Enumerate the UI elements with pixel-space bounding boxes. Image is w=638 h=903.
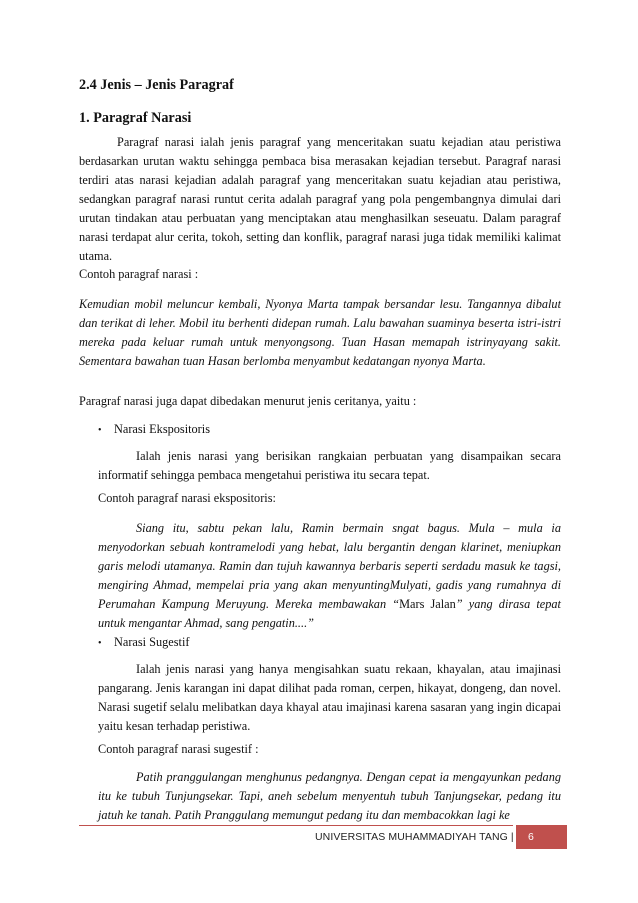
ekspositoris-example — [98, 519, 561, 633]
sugestif-definition: Ialah jenis narasi yang hanya mengisahkan suatu rekaan, khayalan, atau imajinasi pangarang. Jenis karangan ini dapat dilihat pada roman, cerpen, hikayat, dongeng, dan novel. Narasi sugetif selalu melibatkan daya khayal atau imajinasi karena sasaran yang ingin dicapai yaitu kesan terhadap peristiwa. — [98, 662, 561, 733]
footer-university: UNIVERSITAS MUHAMMADIYAH TANG | — [315, 831, 514, 843]
sugestif-example-label: Contoh paragraf narasi sugestif : — [98, 742, 259, 756]
bullet-icon: • — [98, 638, 102, 649]
ekspositoris-example-end: ” yang dirasa tepat untuk mengantar Ahmad, sang pengatin....” — [98, 597, 561, 630]
section-title: 2.4 Jenis – Jenis Paragraf — [79, 77, 234, 93]
ekspositoris-example-text: Siang itu, sabtu pekan lalu, Ramin bermain sngat bagus. Mula – mula ia menyodorkan sebuah kontramelodi yang hebat, lalu bergantin dengan klarinet, meniupkan garis melodi utamanya. Ramin dan tujuh kawannya berbaris seperti serdadu masuk ke tagsi, mengiring Ahmad, mempelai pria yang akan menyuntingMulyati, gadis yang rumahnya di Perumahan Kampung Meruyung. Mereka membawakan “ — [98, 521, 561, 611]
song-title: Mars Jalan — [399, 597, 456, 611]
footer-divider — [79, 825, 513, 826]
subsection-title: 1. Paragraf Narasi — [79, 110, 192, 126]
ekspositoris-definition: Ialah jenis narasi yang berisikan rangkaian perbuatan yang disampaikan secara informatif sehingga pembaca mengetahui peristiwa itu secara tepat. — [98, 449, 561, 482]
page-number: 6 — [516, 825, 567, 849]
bullet-item-sugestif — [98, 633, 189, 653]
sugestif-example: Patih pranggulangan menghunus pedangnya. Dengan cepat ia mengayunkan pedang itu ke tubuh Tunjungsekar. Tapi, aneh sebelum menyentuh tubuh Tanjungsekar, pedang itu jatuh ke tanah. Patih Pranggulang memungut pedang itu dan membacokkan lagi ke — [98, 770, 561, 822]
bullet-title: Narasi Sugestif — [114, 635, 190, 649]
intro-paragraph: Paragraf narasi ialah jenis paragraf yang menceritakan suatu kejadian atau peristiwa berdasarkan urutan waktu sehingga pembaca bisa merasakan kejadian tersebut. Paragraf narasi terdiri atas narasi kejadian adalah paragraf yang menceritakan suatu kejadian atau peristiwa, sedangkan paragraf narasi runtut cerita adalah paragraf yang pola pengembangnya dimulai dari urutan tindakan atau perbuatan yang menciptakan atau menghasilkan seseuatu. Dalam paragraf narasi terdapat alur cerita, tokoh, setting dan konflik, paragraf narasi juga tidak memiliki kalimat utama. — [79, 135, 561, 263]
example-paragraph: Kemudian mobil meluncur kembali, Nyonya Marta tampak bersandar lesu. Tangannya dibalut dan terikat di leher. Mobil itu berhenti didepan rumah. Lalu bawahan suaminya beserta istri-istri mereka pada keluar rumah untuk menyongsong. Tuan Hasan memapah istrinyayang sakit. Sementara bawahan tuan Hasan berlomba menyambut kedatangan nyonya Marta. — [79, 297, 561, 368]
bullet-icon: • — [98, 425, 102, 436]
bullet-item-ekspositoris — [98, 420, 210, 440]
ekspositoris-example-label: Contoh paragraf narasi ekspositoris: — [98, 491, 276, 505]
example-label: Contoh paragraf narasi : — [79, 267, 199, 281]
bullet-title: Narasi Ekspositoris — [114, 422, 210, 436]
types-intro: Paragraf narasi juga dapat dibedakan menurut jenis ceritanya, yaitu : — [79, 394, 417, 408]
